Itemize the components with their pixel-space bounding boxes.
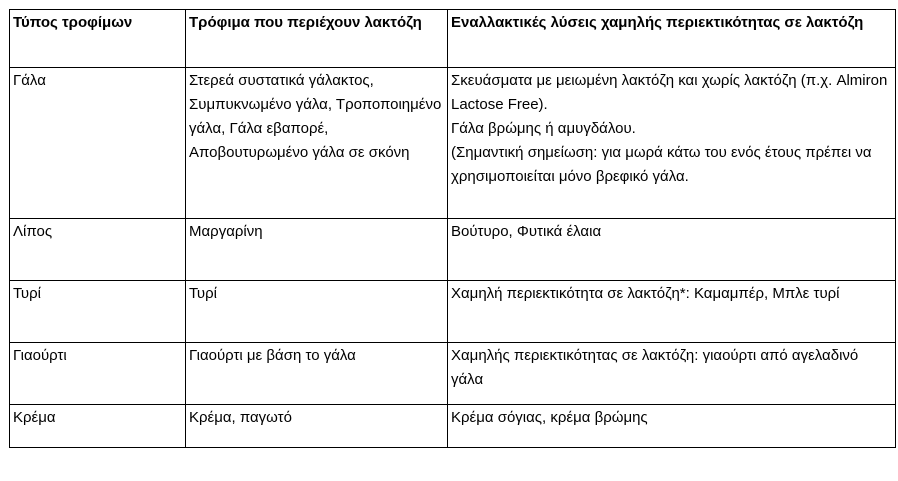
header-low-lactose-alternatives: Εναλλακτικές λύσεις χαμηλής περιεκτικότητας σε λακτόζη: [448, 10, 896, 68]
header-lactose-foods: Τρόφιμα που περιέχουν λακτόζη: [186, 10, 448, 68]
table-row: [10, 405, 896, 448]
header-food-type: Τύπος τροφίμων: [10, 10, 186, 68]
cell-food-type: Γιαούρτι: [10, 343, 186, 405]
cell-food-type: Κρέμα: [10, 405, 186, 448]
lactose-foods-table: [9, 9, 896, 448]
cell-food-type: Γάλα: [10, 68, 186, 219]
cell-lactose-foods: Μαργαρίνη: [186, 219, 448, 281]
table-row: [10, 281, 896, 343]
cell-lactose-foods: Τυρί: [186, 281, 448, 343]
cell-alternatives: Χαμηλής περιεκτικότητας σε λακτόζη: γιαούρτι από αγελαδινό γάλα: [448, 343, 896, 405]
table-header-row: [10, 10, 896, 68]
cell-alternatives: Σκευάσματα με μειωμένη λακτόζη και χωρίς λακτόζη (π.χ. Almiron Lactose Free). Γάλα βρώμης ή αμυγδάλου. (Σημαντική σημείωση: για μωρά κάτω του ενός έτους πρέπει να χρησιμοποιείται μόνο βρεφικό γάλα.: [448, 68, 896, 219]
table-row: [10, 219, 896, 281]
cell-food-type: Λίπος: [10, 219, 186, 281]
table-row: [10, 343, 896, 405]
cell-lactose-foods: Κρέμα, παγωτό: [186, 405, 448, 448]
table-row: [10, 68, 896, 219]
cell-alternatives: Βούτυρο, Φυτικά έλαια: [448, 219, 896, 281]
cell-lactose-foods: Στερεά συστατικά γάλακτος, Συμπυκνωμένο γάλα, Τροποποιημένο γάλα, Γάλα εβαπορέ, Αποβουτυρωμένο γάλα σε σκόνη: [186, 68, 448, 219]
cell-lactose-foods: Γιαούρτι με βάση το γάλα: [186, 343, 448, 405]
cell-alternatives: Χαμηλή περιεκτικότητα σε λακτόζη*: Καμαμπέρ, Μπλε τυρί: [448, 281, 896, 343]
cell-food-type: Τυρί: [10, 281, 186, 343]
cell-alternatives: Κρέμα σόγιας, κρέμα βρώμης: [448, 405, 896, 448]
